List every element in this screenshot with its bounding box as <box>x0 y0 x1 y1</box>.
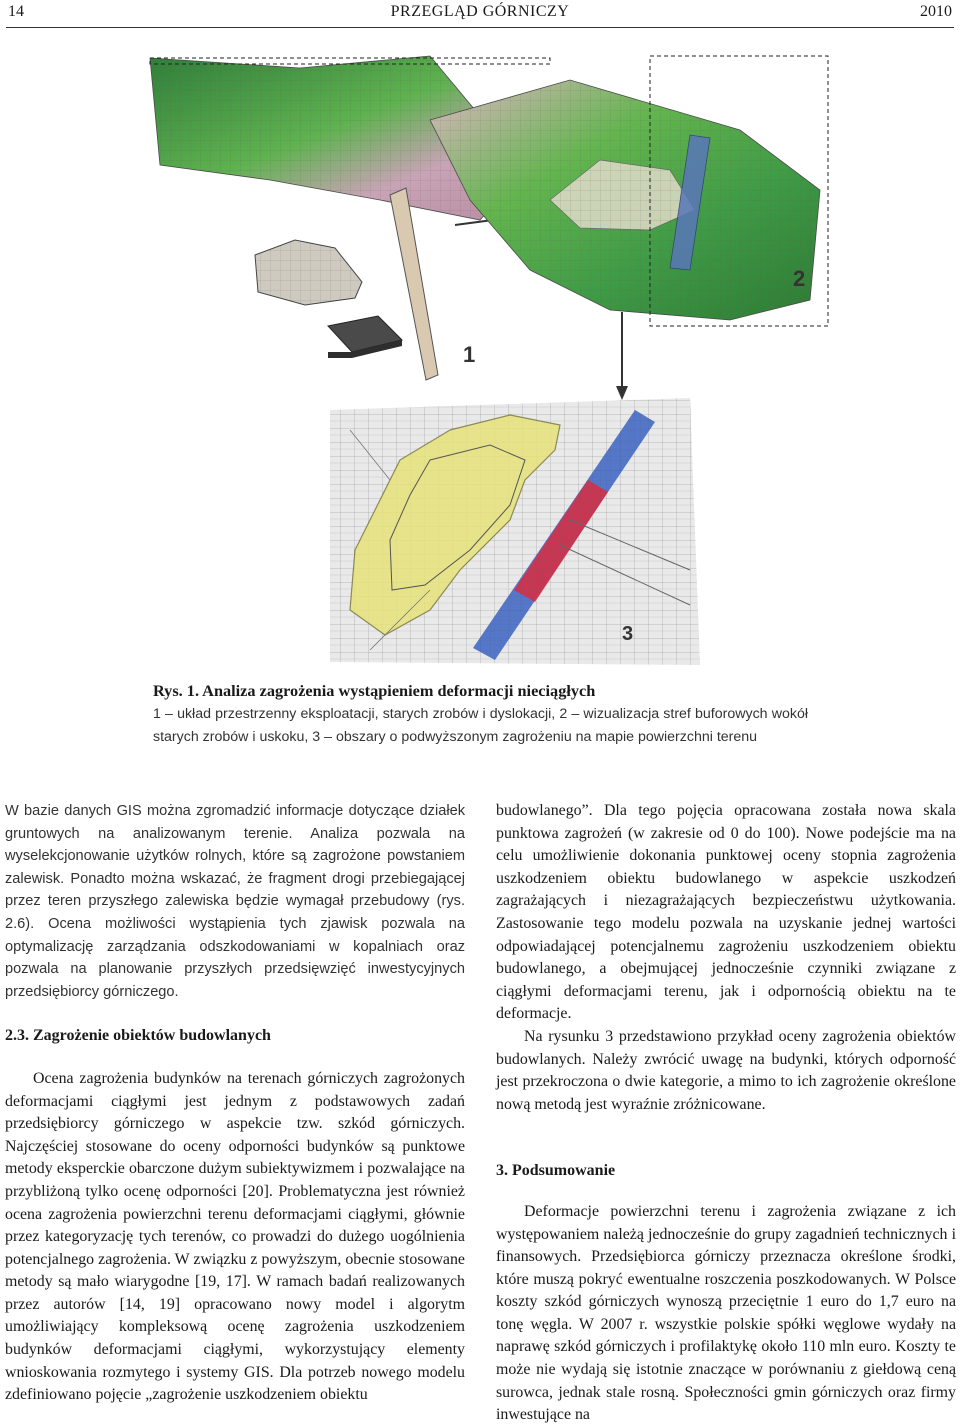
left-column <box>5 800 465 1407</box>
page-header <box>0 0 960 26</box>
right-paragraph-3: Deformacje powierzchni terenu i zagrożenia związane z ich występowaniem należą jednocześnie do grupy zagadnień technicznych i finansowych. Przedsiębiorca górniczy przeznacza określone środki, które muszą pokryć ewentualne roszczenia poszkodowanych. W Polsce koszty szkód górniczych wynoszą przeciętnie 1 euro do 1,7 euro na tonę węgla. W 2007 r. wszystkie polskie spółki węglowe wydały na naprawę szkód górniczych i profilaktykę około 110 mln euro. Koszty te może nie wydają się istotnie znaczące w porównaniu z giełdową ceną surowca, jednak stale rosną. Społeczności gmin górniczych oraz firmy inwestujące na <box>496 1202 956 1424</box>
arrow-to-panel-3 <box>616 312 628 400</box>
figure-1 <box>130 50 830 675</box>
left-paragraph-1: W bazie danych GIS można zgromadzić informacje dotyczące działek gruntowych na analizowanym terenie. Analiza pozwala na wyselekcjonowanie użytków rolnych, które są zagrożone powstaniem zalewisk. Ponadto można wskazać, że fragment drogi przebiegającej przez teren przyszłego zalewiska będzie wymagał przebudowy (rys. 2.6). Ocena możliwości wystąpienia tych zjawisk pozwala na optymalizację zarządzania odszkodowaniami w kopalniach oraz pozwala na planowanie przyszłych przedsięwzięć inwestycyjnych przedsiębiorcy górniczego. <box>5 803 465 1000</box>
figure-illustration <box>130 50 830 675</box>
caption-body: 1 – układ przestrzenny eksploatacji, starych zrobów i dyslokacji, 2 – wizualizacja stref buforowych wokół starych zrobów i uskoku, 3 – obszary o podwyższonym zagrożeniu na mapie powierzchni terenu <box>153 706 808 745</box>
caption-title: Rys. 1. Analiza zagrożenia wystąpieniem deformacji nieciągłych <box>153 681 596 700</box>
terrain-surface-2 <box>430 56 828 326</box>
right-column <box>496 800 956 1427</box>
surface-map <box>330 398 700 665</box>
header-rule <box>6 27 954 28</box>
fault-plane <box>390 188 438 380</box>
figure-caption <box>153 680 808 748</box>
panel-label-1: 1 <box>463 342 476 367</box>
publication-year: 2010 <box>920 3 952 20</box>
exploitation-block <box>328 316 402 358</box>
journal-title: PRZEGLĄD GÓRNICZY <box>390 3 570 20</box>
left-paragraph-2: Ocena zagrożenia budynków na terenach górniczych zagrożonych deformacjami ciągłymi jest jednym z podstawowych zadań przedsiębiorcy górniczego w aspekcie tzw. szkód górniczych. Najczęściej stosowane do oceny odporności budynków są punktowe metody eksperckie obarczone dużym subiektywizmem i pozwalające na przybliżoną tylko ocenę odporności [20]. Problematyczna jest również ocena zagrożenia powierzchni terenu deformacjami ciągłymi, głównie przez kategoryzację tych terenów, co prowadzi do dużego uogólnienia potencjalnego zagrożenia. W związku z powyższym, obecnie stosowane metody są mało wiarygodne [19, 17]. W ramach badań realizowanych przez autorów [14, 19] opracowano nowy model i algorytm umożliwiający kompleksową ocenę zagrożenia uszkodzeniem budynków deformacjami ciągłymi, wykorzystujący elementy wnioskowania rozmytego i systemy GIS. Dla potrzeb nowego modelu zdefiniowano pojęcie „zagrożenie uszkodzeniem obiektu <box>5 1069 465 1404</box>
old-workings-block <box>255 240 362 305</box>
panel-label-3: 3 <box>622 623 634 645</box>
page-number: 14 <box>8 3 24 20</box>
panel-label-2: 2 <box>793 266 806 291</box>
section-heading-3: 3. Podsumowanie <box>496 1162 616 1180</box>
right-paragraph-1: budowlanego”. Dla tego pojęcia opracowana została nowa skala punktowa zagrożeń (w zakresie od 0 do 100). Nowe podejście ma na celu umożliwienie dokonania punktowej oceny stopnia zagrożenia uszkodzeniem obiektu budowlanego w aspekcie uszkodzeń zagrażających i niezagrażających bezpieczeństwu użytkowania. Zastosowanie tego modelu pozwala na uzyskanie jednej wartości odpowiadającej potencjalnemu zagrożeniu uszkodzeniem obiektu budowlanego, a obejmującej jednocześnie czynniki związane z ciągłymi deformacjami terenu, jak i odpornością obiektu na te deformacje. <box>496 802 956 1023</box>
section-heading-2-3: 2.3. Zagrożenie obiektów budowlanych <box>5 1027 271 1045</box>
right-paragraph-2: Na rysunku 3 przedstawiono przykład oceny zagrożenia obiektów budowlanych. Należy zwrócić uwagę na budynki, których odporność jest przekroczona o dwie kategorie, a mimo to ich zagrożenie określone nową metodą jest wyraźnie zróżnicowane. <box>496 1027 956 1113</box>
